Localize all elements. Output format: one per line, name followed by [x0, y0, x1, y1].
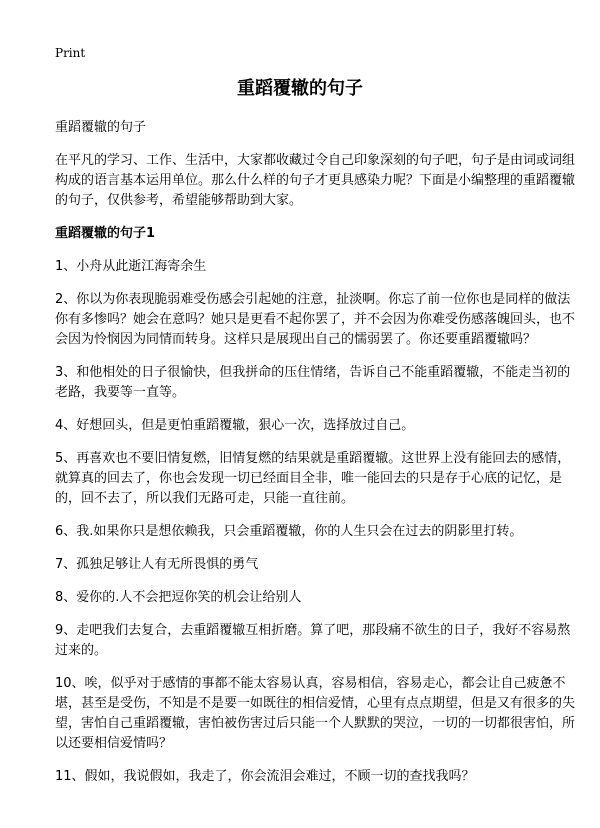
- intro-paragraph: 在平凡的学习、工作、生活中，大家都收藏过令自己印象深刻的句子吧，句子是由词或词组构成的语言基本运用单位。那么什么样的句子才更具感染力呢？下面是小编整理的重蹈覆辙的句子，仅供参考，希望能够帮助到大家。: [55, 153, 576, 208]
- sentence-item-8: 8、爱你的.人不会把逗你笑的机会让给别人: [55, 590, 302, 605]
- page-title: 重蹈覆辙的句子: [237, 78, 363, 99]
- sentence-item-3: 3、和他相处的日子很愉快，但我拼命的压住情绪，告诉自己不能重蹈覆辙，不能走当初的老路，我要等一直等。: [55, 365, 571, 400]
- article-body: [55, 118, 575, 800]
- sentence-item-11: 11、假如，我说假如，我走了，你会流泪会难过，不顾一切的查找我吗？: [55, 769, 475, 784]
- sentence-item-1: 1、小舟从此逝江海寄余生: [55, 259, 207, 274]
- sentence-item-4: 4、好想回头，但是更怕重蹈覆辙，狠心一次，选择放过自己。: [55, 418, 415, 433]
- sentence-item-10: 10、唉，似乎对于感情的事都不能太容易认真，容易相信，容易走心，都会让自己疲惫不堪，甚至是受伤，不知是不是要一如既往的相信爱情，心里有点点期望，但是又有很多的失望，害怕自己重蹈覆辙，害怕被伤害过后只能一个人默默的哭泣，一切的一切都很害怕，所以还要相信爱情吗？: [55, 676, 576, 751]
- section-heading: 重蹈覆辙的句子1: [55, 226, 156, 241]
- sentence-item-7: 7、孤独足够让人有无所畏惧的勇气: [55, 557, 259, 572]
- print-link[interactable]: Print: [55, 46, 86, 60]
- sentence-item-5: 5、再喜欢也不要旧情复燃，旧情复燃的结果就是重蹈覆辙。这世界上没有能回去的感情，就算真的回去了，你也会发现一切已经面目全非，唯一能回去的只是存于心底的记忆，是的，回不去了，所以我们无路可走，只能一直往前。: [55, 451, 571, 506]
- article-subtitle: 重蹈覆辙的句子: [55, 120, 147, 135]
- sentence-item-6: 6、我.如果你只是想依赖我，只会重蹈覆辙，你的人生只会在过去的阴影里打转。: [55, 524, 523, 539]
- sentence-item-9: 9、走吧我们去复合，去重蹈覆辙互相折磨。算了吧，那段痛不欲生的日子，我好不容易熬过来的。: [55, 623, 571, 658]
- sentence-item-2: 2、你以为你表现脆弱难受伤感会引起她的注意，扯淡啊。你忘了前一位你也是同样的做法你有多惨吗？她会在意吗？她只是更看不起你罢了，并不会因为你难受伤感落魄回头，也不会因为怜悯因为同情而转身。这样只是展现出自己的懦弱罢了。你还要重蹈覆辙吗？: [55, 292, 576, 347]
